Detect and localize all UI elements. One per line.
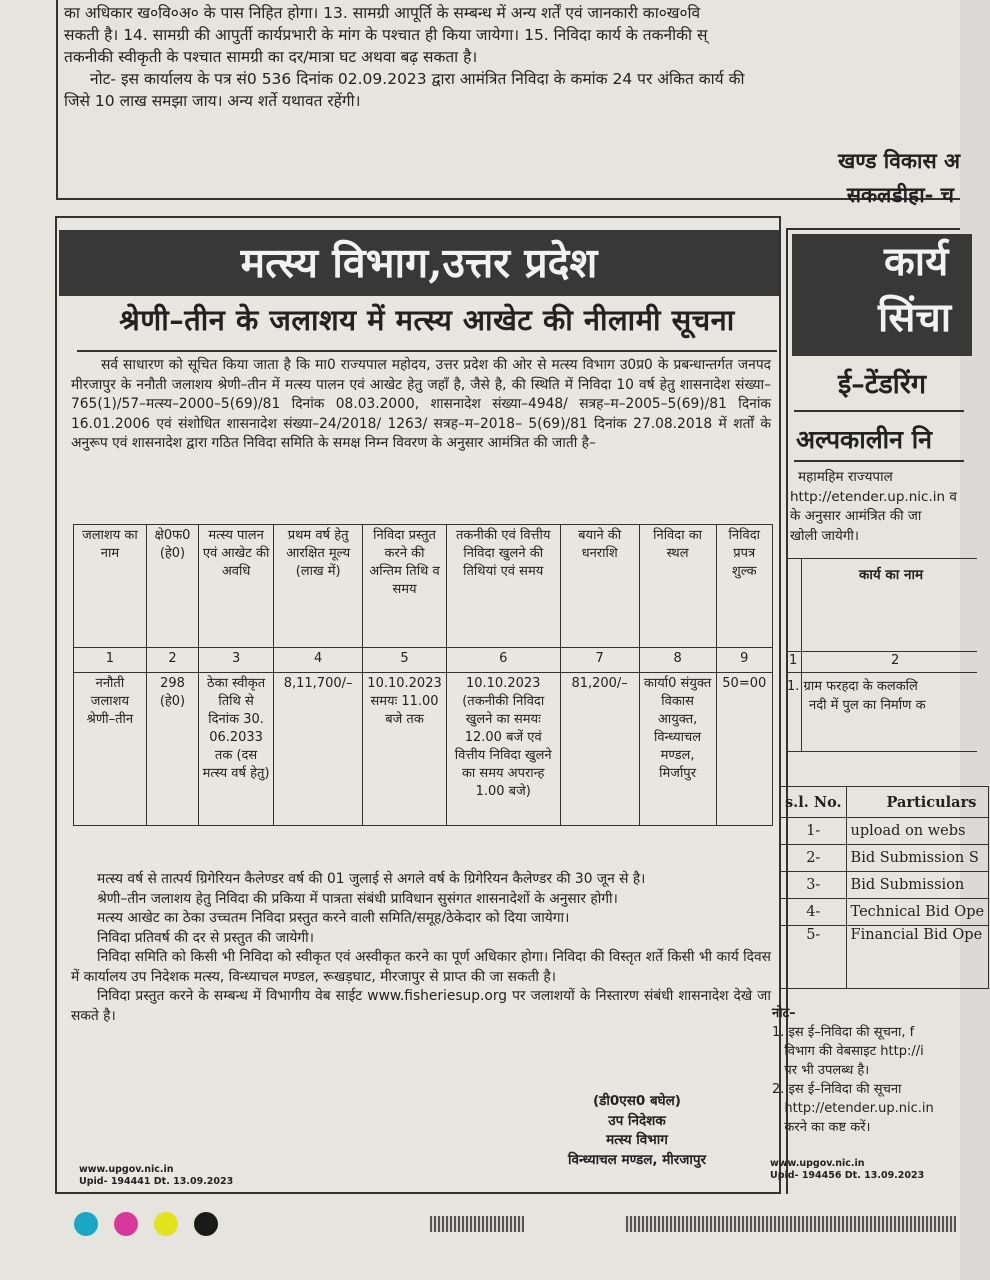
note-line: http://etender.up.nic.in (772, 1101, 934, 1116)
footer-website: www.upgov.nic.in (770, 1158, 865, 1169)
condition-paragraph: मत्स्य वर्ष से तात्पर्य ग्रिगेरियन कैलेण्डर वर्ष की 01 जुलाई से अगले वर्ष के ग्रिगेरियन कैलेण्डर की 30 जून से है। (97, 871, 646, 887)
table-cell-reservoir: ननौती जलाशय श्रेणी–तीन (74, 673, 147, 826)
signatory-place: विन्ध्याचल मण्डल, मीरजापुर (567, 1151, 707, 1168)
schedule-number: 2- (781, 845, 847, 872)
top-notice-signature-2: सकलडीहा- च (846, 182, 954, 207)
table-header-cell: निविदा प्रस्तुत करने की अन्तिम तिथि व समय (363, 525, 447, 648)
table-cell-earnest-money: 81,200/– (560, 673, 639, 826)
condition-paragraph: मत्स्य आखेट का ठेका उच्चतम निविदा प्रस्तुत करने वाली समिति/समूह/ठेकेदार को दिया जायेगा। (97, 910, 570, 926)
intro-paragraph: सर्व साधारण को सूचित किया जाता है कि मा0 राज्यपाल महोदय, उत्तर प्रदेश की ओर से मत्स्य विभाग उ0प्र0 के प्रबन्धान्तर्गत जनपद मीरजापुर के ननौती जलाशय श्रेणी–तीन में मत्स्य पालन एवं आखेट हेतु जहाँ है, जैसे है, की स्थिति में निविदा 10 वर्ष हेतु शासनादेश संख्या–765(1)/57–मत्स्य–2000–5(69)/81 दिनांक 08.03.2000, शासनादेश संख्या–4948/ सत्रह–म–2005–5(69)/81 दिनांक 16.01.2006 एवं संशोधित शासनादेश संख्या–24/2018/ 1263/ सत्रह–म–2018– 5(69)/81 दिनांक 27.08.2018 में शर्तों के अनुरूप एवं शासनादेश द्वारा गठित निविदा समिति के समक्ष निम्न विवरण के अनुसार आमंत्रित की जाती है– (71, 357, 771, 451)
etender-footer (770, 1158, 924, 1182)
schedule-number: 5- (781, 926, 847, 989)
footer-upid: Upid- 194456 Dt. 13.09.2023 (770, 1170, 925, 1181)
schedule-number: 3- (781, 872, 847, 899)
table-row (781, 818, 989, 845)
table-row (74, 673, 773, 826)
column-number: 4 (274, 648, 363, 673)
condition-paragraph: निविदा प्रस्तुत करने के सम्बन्ध में विभागीय वेब साईट www.fisheriesup.org पर जलाशयों के निस्तारण संबंधी शासनादेश देखे जा सकते है। (71, 988, 771, 1024)
column-number: 5 (363, 648, 447, 673)
schedule-particular: Bid Submission S (846, 845, 989, 872)
schedule-header-row (781, 787, 989, 818)
table-header-cell: जलाशय का नाम (74, 525, 147, 648)
condition-paragraph: श्रेणी–तीन जलाशय हेतु निविदा की प्रकिया में पात्रता संबंधी प्राविधान सुसंगत शासनादेशों के अनुसार होगी। (97, 890, 618, 907)
schedule-particular: Technical Bid Ope (846, 899, 989, 926)
column-number: 7 (560, 648, 639, 673)
note-line: 2. इस ई–निविदा की सूचना (772, 1082, 902, 1097)
table-header-cell: निविदा का स्थल (639, 525, 716, 648)
signatory-designation: उप निदेशक (608, 1112, 666, 1129)
column-number: 9 (716, 648, 772, 673)
print-registration-strip (60, 1210, 960, 1240)
table-cell-period: ठेका स्वीकृत तिथि से दिनांक 30. 06.2033 तक (दस मत्स्य वर्ष हेतु) (199, 673, 274, 826)
top-notice-signature-1: खण्ड विकास अ (838, 148, 960, 173)
top-notice-line: जिसे 10 लाख समझा जाय। अन्य शर्ते यथावत रहेंगी। (64, 92, 361, 110)
schedule-table (780, 786, 989, 989)
condition-paragraph: निविदा प्रतिवर्ष की दर से प्रस्तुत की जायेगी। (97, 929, 314, 946)
top-notice-line: सकती है। 14. सामग्री की आपुर्ती कार्यप्रभारी के मांग के पश्चात ही किया जायेगा। 15. निविदा कार्य के तकनीकी स् (64, 26, 708, 44)
table-cell-venue: कार्या0 संयुक्त विकास आयुक्त, विन्ध्याचल मण्डल, मिर्जापुर (639, 673, 716, 826)
table-number-row (74, 648, 773, 673)
etender-para-line: महामहिम राज्यपाल (798, 469, 893, 485)
table-cell-area: 298 (हे0) (146, 673, 198, 826)
etender-note (772, 1004, 934, 1137)
work-row-line: नदी में पुल का निर्माण क (809, 698, 926, 713)
top-notice-line: का अधिकार ख०वि०अ० के पास निहित होगा। 13. सामग्री आपूर्ति के सम्बन्ध में अन्य शर्तें एवं जानकारी का०ख०वि (64, 4, 701, 22)
note-line: 1. इस ई–निविदा की सूचना, f (772, 1025, 915, 1040)
schedule-header-cell: s.l. No. (781, 787, 847, 818)
cyan-registration-dot (74, 1212, 98, 1236)
table-cell-deadline: 10.10.2023 समयः 11.00 बजे तक (363, 673, 447, 826)
schedule-number: 1- (781, 818, 847, 845)
ad-footer (79, 1164, 233, 1188)
schedule-particular: Bid Submission (846, 872, 989, 899)
column-number: 6 (446, 648, 560, 673)
column-number: 1 (789, 653, 798, 668)
column-number: 1 (74, 648, 147, 673)
black-registration-dot (194, 1212, 218, 1236)
schedule-header-cell: Particulars (846, 787, 989, 818)
table-cell-fee: 50=00 (716, 673, 772, 826)
magenta-registration-dot (114, 1212, 138, 1236)
work-table-number-row (787, 651, 977, 673)
table-cell-reserve-price: 8,11,700/– (274, 673, 363, 826)
etender-notice (770, 228, 985, 1194)
work-row-line: 1. ग्राम फरहदा के कलकलि (787, 679, 918, 694)
registration-hatch (626, 1216, 956, 1232)
table-header-cell: मत्स्य पालन एवं आखेट की अवधि (199, 525, 274, 648)
fisheries-auction-notice (55, 216, 781, 1194)
note-line: करने का कष्ट करें। (772, 1120, 871, 1135)
title-divider (794, 410, 964, 412)
note-line: विभाग की वेबसाइट http://i (772, 1044, 924, 1059)
footer-upid: Upid- 194441 Dt. 13.09.2023 (79, 1176, 234, 1187)
etender-title: ई–टेंडरिंग (838, 369, 927, 400)
title-divider (794, 460, 964, 462)
tender-table (73, 524, 773, 826)
registration-hatch (430, 1216, 524, 1232)
top-notice-line: नोट- इस कार्यालय के पत्र सं0 536 दिनांक 02.09.2023 द्वारा आमंत्रित निविदा के कमांक 24 पर अंकित कार्य की (90, 70, 745, 88)
table-header-cell: निविदा प्रपत्र शुल्क (716, 525, 772, 648)
signatory-department: मत्स्य विभाग (606, 1132, 668, 1148)
table-row (781, 845, 989, 872)
title-divider (77, 350, 777, 352)
note-label: नोट– (772, 1006, 796, 1021)
etender-para-line: खोली जायेगी। (790, 527, 860, 544)
work-table-header: कार्य का नाम (859, 567, 924, 583)
schedule-number: 4- (781, 899, 847, 926)
table-row (781, 926, 989, 989)
table-cell-opening: 10.10.2023 (तकनीकी निविदा खुलने का समयः 12.00 बजें एवं वित्तीय निविदा खुलने का समय अपरान्ह 1.00 बजे) (446, 673, 560, 826)
table-header-cell: प्रथम वर्ष हेतु आरक्षित मूल्य (लाख में) (274, 525, 363, 648)
table-header-cell: बयाने की धनराशि (560, 525, 639, 648)
department-banner: मत्स्य विभाग,उत्तर प्रदेश (59, 230, 779, 296)
etender-banner (792, 234, 972, 356)
etender-para-line: के अनुसार आमंत्रित की जा (790, 508, 922, 524)
note-line: पर भी उपलब्ध है। (772, 1063, 870, 1078)
etender-paragraph (790, 468, 990, 546)
etender-banner-line2: सिंचा (878, 294, 952, 341)
etender-para-line: http://etender.up.nic.in व (790, 488, 957, 505)
etender-subtitle: अल्पकालीन नि (796, 425, 933, 454)
work-table-row (787, 677, 926, 715)
table-header-row (74, 525, 773, 648)
work-table (786, 558, 977, 752)
schedule-particular: Financial Bid Ope (846, 926, 989, 989)
table-header-cell: तकनीकी एवं वित्तीय निविदा खुलने की तिथियां एवं समय (446, 525, 560, 648)
etender-banner-line1: कार्य (884, 238, 949, 285)
column-number: 2 (891, 653, 900, 668)
table-row (781, 872, 989, 899)
table-row (781, 899, 989, 926)
yellow-registration-dot (154, 1212, 178, 1236)
column-number: 2 (146, 648, 198, 673)
footer-website: www.upgov.nic.in (79, 1164, 174, 1175)
signature-block (537, 1092, 737, 1170)
notice-title: श्रेणी–तीन के जलाशय में मत्स्य आखेट की नीलामी सूचना (119, 303, 735, 337)
column-number: 8 (639, 648, 716, 673)
top-notice (56, 0, 960, 207)
column-number: 3 (199, 648, 274, 673)
condition-paragraph: निविदा समिति को किसी भी निविदा को स्वीकृत एवं अस्वीकृत करने का पूर्ण अधिकार होगा। निविदा की विस्तृत शर्ते किसी भी कार्य दिवस में कार्यालय उप निदेशक मत्स्य, विन्ध्याचल मण्डल, रूखड़घाट, मीरजापुर से प्राप्त की जा सकती है। (71, 949, 771, 985)
signatory-name: (डी0एस0 बघेल) (593, 1093, 681, 1109)
top-notice-line: तकनीकी स्वीकृती के पश्चात सामग्री का दर/मात्रा घट अथवा बढ़ सकता है। (64, 48, 478, 66)
table-header-cell: क्षे0फ0 (हे0) (146, 525, 198, 648)
schedule-particular: upload on webs (846, 818, 989, 845)
conditions (71, 870, 771, 1026)
